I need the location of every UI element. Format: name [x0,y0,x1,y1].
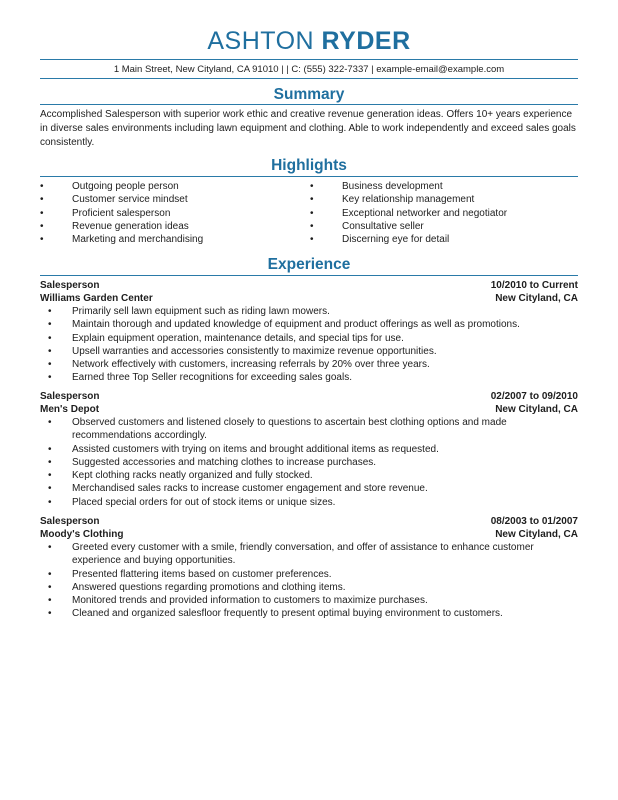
candidate-name [0,27,618,56]
job-bullet: • Earned three Top Seller recognitions for exceeding sales goals. [40,371,578,384]
job-bullets [40,305,578,385]
job-location: New Cityland, CA [495,404,578,415]
job-bullet: • Monitored trends and provided information to customers to maximize purchases. [40,594,578,607]
job-bullet: • Primarily sell lawn equipment such as riding lawn mowers. [40,305,578,318]
job-dates: 08/2003 to 01/2007 [490,516,578,527]
last-name: RYDER [321,27,411,55]
job-dates: 10/2010 to Current [490,280,578,291]
highlight-item: • Consultative seller [310,220,507,233]
job-bullet: • Greeted every customer with a smile, friendly conversation, and offer of assistance to enhance customer experience and buying opportunities. [40,541,578,568]
job-dates: 02/2007 to 09/2010 [490,391,578,402]
job-title: Salesperson [40,280,100,291]
job-bullet: • Cleaned and organized salesfloor frequently to present optimal buying environment to customers. [40,607,578,620]
job-location: New Cityland, CA [495,293,578,304]
company-name: Williams Garden Center [40,293,153,304]
experience-divider [40,275,578,276]
job-entry [40,390,578,509]
experience-heading: Experience [267,256,351,273]
highlight-item: • Business development [310,180,507,193]
highlight-item: • Key relationship management [310,193,507,206]
job-bullet: • Merchandised sales racks to increase customer engagement and store revenue. [40,482,578,495]
highlight-item: • Outgoing people person [40,180,203,193]
job-bullet: • Placed special orders for out of stock items or unique sizes. [40,496,578,509]
highlight-item: • Proficient salesperson [40,207,203,220]
highlight-item: • Marketing and merchandising [40,233,203,246]
summary-text: Accomplished Salesperson with superior work ethic and creative revenue generation ideas. Offers 10+ years experience in diverse sales environments including lawn equipment and clothing. Able to work independently and exceed sales goals consistently. [40,109,576,148]
job-bullet: • Presented flattering items based on customer preferences. [40,568,578,581]
company-name: Moody's Clothing [40,529,124,540]
job-bullet: • Suggested accessories and matching clothes to increase purchases. [40,456,578,469]
job-location: New Cityland, CA [495,529,578,540]
highlight-item: • Discerning eye for detail [310,233,507,246]
job-bullet: • Maintain thorough and updated knowledge of equipment and product offerings as well as promotions. [40,318,578,331]
first-name: ASHTON [207,27,315,55]
job-bullets [40,541,578,621]
summary-heading: Summary [273,86,345,103]
job-bullet: • Explain equipment operation, maintenance details, and special tips for use. [40,332,578,345]
job-bullet: • Answered questions regarding promotions and clothing items. [40,581,578,594]
header-divider [40,59,578,60]
summary-divider [40,104,578,105]
job-bullet: • Kept clothing racks neatly organized and fully stocked. [40,469,578,482]
highlights-heading: Highlights [271,157,347,174]
job-entry [40,515,578,621]
job-bullet: • Upsell warranties and accessories consistently to maximize revenue opportunities. [40,345,578,358]
highlight-item: • Customer service mindset [40,193,203,206]
company-name: Men's Depot [40,404,100,415]
highlights-right-list [310,180,507,246]
job-bullet: • Observed customers and listened closely to questions to ascertain best clothing options and made recommendations accordingly. [40,416,578,443]
contact-line: 1 Main Street, New Cityland, CA 91010 | | C: (555) 322-7337 | example-email@example.com [113,64,505,75]
highlight-item: • Revenue generation ideas [40,220,203,233]
job-bullet: • Network effectively with customers, increasing referrals by 20% over three years. [40,358,578,371]
highlights-left-list [40,180,203,246]
job-title: Salesperson [40,516,100,527]
highlight-item: • Exceptional networker and negotiator [310,207,507,220]
job-bullet: • Assisted customers with trying on items and brought additional items as requested. [40,443,578,456]
job-title: Salesperson [40,391,100,402]
job-entry [40,279,578,385]
contact-divider [40,78,578,79]
highlights-divider [40,176,578,177]
job-bullets [40,416,578,509]
